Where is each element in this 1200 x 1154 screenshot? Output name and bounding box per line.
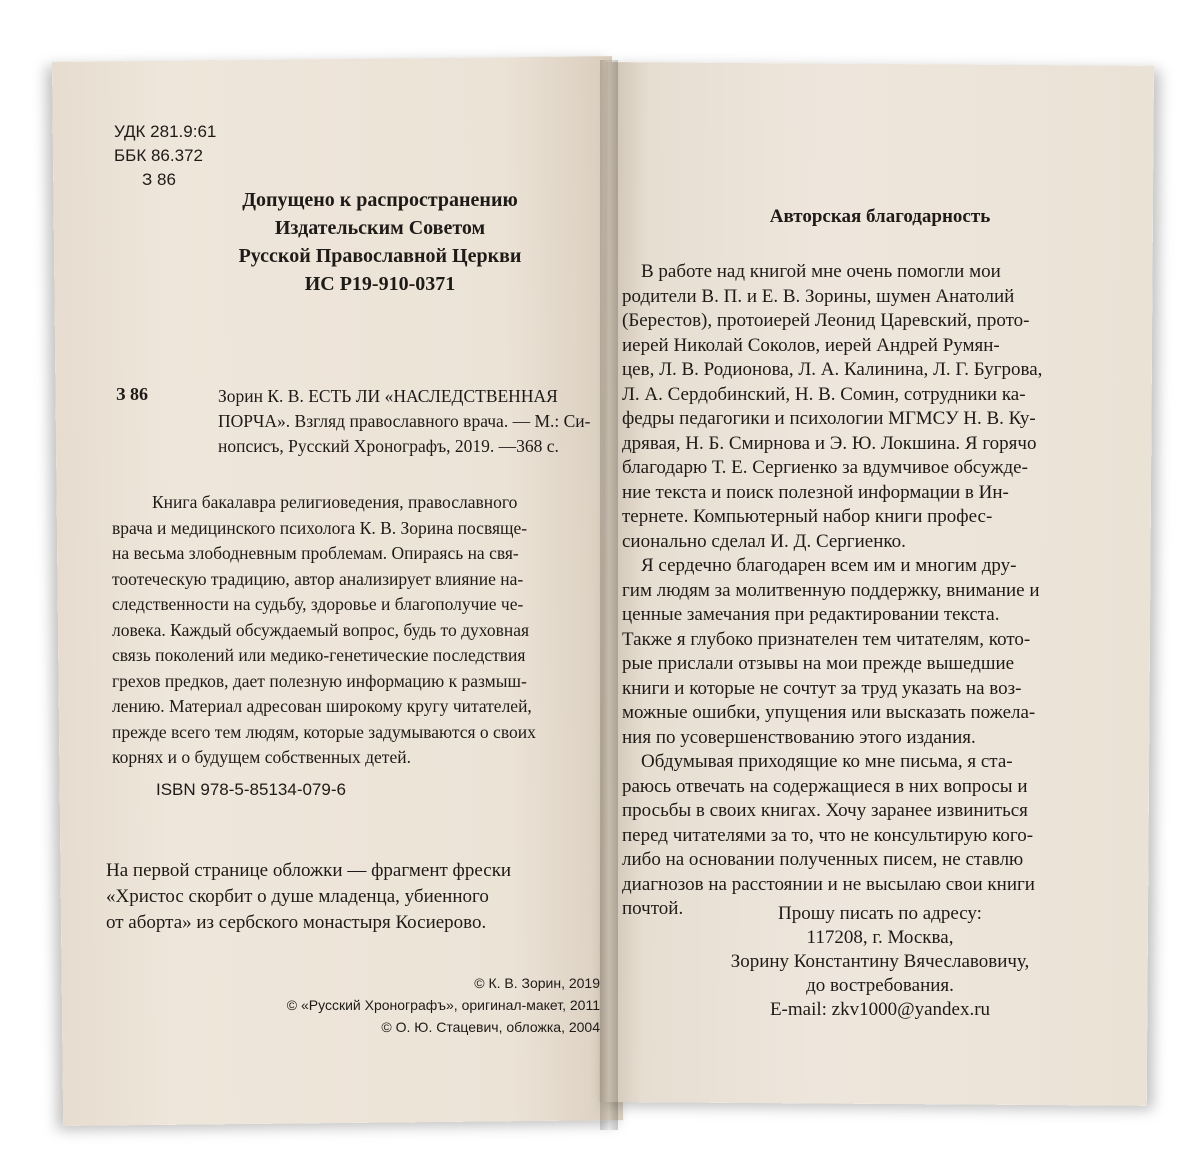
- acknowledgements-line: почтой.: [622, 898, 684, 919]
- bibliographic-record: [218, 384, 608, 459]
- approval-line: Русской Православной Церкви: [238, 245, 522, 267]
- acknowledgements-line: иерей Николай Соколов, иерей Андрей Румян-: [622, 334, 1000, 356]
- annotation-line: врача и медицинского психолога К. В. Зорина посвяще-: [112, 517, 528, 538]
- address-line: до востребования.: [806, 975, 954, 996]
- annotation-line: Книга бакалавра религиоведения, православного: [152, 492, 518, 512]
- annotation-line: на весьма злободневным проблемам. Опираясь на свя-: [112, 543, 519, 563]
- udk-line: УДК 281.9:61: [114, 122, 217, 141]
- acknowledgements-line: Я сердечно благодарен всем им и многим дру-: [622, 555, 1017, 576]
- bbk-line: ББК 86.372: [114, 146, 203, 165]
- acknowledgements-line: родители В. П. и Е. В. Зорины, шумен Анатолий: [622, 285, 1015, 307]
- acknowledgements-line: книги и которые не сочтут за труд указать на воз-: [622, 677, 1022, 699]
- acknowledgements-line: В работе над книгой мне очень помогли мои: [622, 261, 1001, 282]
- acknowledgements-line: ценные замечания при редактировании текста.: [622, 604, 1000, 625]
- acknowledgements-line: диагнозов на расстоянии и не высылаю свои книги: [622, 873, 1035, 895]
- bib-line: ПОРЧА». Взгляд православного врача. — М.: Си-: [218, 411, 591, 431]
- cover-note-line: «Христос скорбит о душе младенца, убиенного: [106, 886, 489, 907]
- acknowledgements-line: просьбы в своих книгах. Хочу заранее извиниться: [622, 800, 1028, 821]
- udk-block: [114, 120, 216, 192]
- acknowledgements-line: федры педагогики и психологии МГМСУ Н. В. Ку-: [622, 408, 1036, 429]
- acknowledgements-line: Л. А. Сердобинский, Н. В. Сомин, сотрудники ка-: [622, 383, 1026, 405]
- copyright-line: © К. В. Зорин, 2019: [474, 975, 600, 991]
- bib-line: нопсисъ, Русский Хронографъ, 2019. —368 с.: [218, 436, 559, 456]
- acknowledgements-title: Авторская благодарность: [769, 206, 991, 227]
- cover-note-line: На первой странице обложки — фрагмент фрески: [106, 860, 512, 881]
- copyright-block: [287, 972, 600, 1038]
- annotation-line: прежде всего тем людям, которые задумываются о своих: [112, 721, 536, 742]
- copyright-line: © О. Ю. Стацевич, обложка, 2004: [381, 1019, 600, 1035]
- address-line: 117208, г. Москва,: [806, 927, 954, 948]
- acknowledgements-line: благодарю Т. Е. Сергиенко за вдумчивое обсужде-: [622, 457, 1028, 478]
- annotation-line: корнях и о будущем собственных детей.: [112, 747, 411, 767]
- copyright-line: © «Русский Хронографъ», оригинал-макет, 2011: [286, 997, 600, 1013]
- acknowledgements-line: перед читателями за то, что не консультирую кого-: [622, 824, 1034, 846]
- address-line: Прошу писать по адресу:: [778, 903, 982, 924]
- catalog-code: З 86: [116, 384, 149, 404]
- annotation-line: грехов предков, дает полезную информацию к размыш-: [112, 670, 527, 691]
- acknowledgements-line: можные ошибки, упущения или высказать пожела-: [622, 702, 1036, 723]
- approval-block: [190, 186, 570, 298]
- annotation-line: ловека. Каждый обсуждаемый вопрос, будь то духовная: [112, 619, 530, 640]
- annotation: [112, 490, 604, 771]
- acknowledgements-line: Обдумывая приходящие ко мне письма, я ста-: [622, 751, 1013, 772]
- cover-note-line: от аборта» из сербского монастыря Косиерово.: [106, 912, 487, 933]
- acknowledgements-line: (Берестов), протоиерей Леонид Царевский, прото-: [622, 310, 1030, 331]
- acknowledgements-line: раюсь отвечать на содержащиеся в них вопросы и: [622, 775, 1028, 797]
- acknowledgements-line: сионально сделал И. Д. Сергиенко.: [622, 530, 906, 552]
- acknowledgements-line: цев, Л. В. Родионова, Л. А. Калинина, Л. Г. Бугрова,: [622, 359, 1043, 380]
- acknowledgements-line: гим людям за молитвенную поддержку, внимание и: [622, 579, 1040, 601]
- annotation-line: лению. Материал адресован широкому кругу читателей,: [112, 696, 532, 716]
- approval-line: Издательским Советом: [274, 217, 486, 239]
- acknowledgements-line: либо на основании полученных писем, не ставлю: [622, 849, 1024, 870]
- acknowledgements-line: ния по усовершенствованию этого издания.: [622, 726, 976, 748]
- acknowledgements-line: тернете. Компьютерный набор книги профес-: [622, 506, 993, 527]
- approval-line: Допущено к распространению: [242, 189, 518, 211]
- isbn: ISBN 978-5-85134-079-6: [156, 780, 346, 799]
- acknowledgements-line: Также я глубоко признателен тем читателям, кото-: [622, 628, 1031, 650]
- annotation-line: следственности на судьбу, здоровье и благополучие че-: [112, 594, 524, 614]
- email-line: E-mail: zkv1000@yandex.ru: [769, 999, 991, 1020]
- annotation-line: тоотеческую традицию, автор анализирует влияние на-: [112, 568, 524, 589]
- acknowledgements-line: ние текста и поиск полезной информации в Ин-: [622, 481, 1009, 503]
- approval-number: ИС Р19-910-0371: [304, 273, 456, 295]
- bib-line: Зорин К. В. ЕСТЬ ЛИ «НАСЛЕДСТВЕННАЯ: [218, 386, 558, 406]
- address-line: Зорину Константину Вячеславовичу,: [730, 951, 1030, 972]
- address-block: [690, 902, 1070, 1022]
- acknowledgements-body: [622, 260, 1108, 922]
- cover-note: [106, 858, 604, 936]
- acknowledgements-line: дрявая, Н. Б. Смирнова и Э. Ю. Локшина. Я горячо: [622, 432, 1037, 454]
- annotation-line: связь поколений или медико-генетические последствия: [112, 645, 526, 665]
- acknowledgements-line: рые прислали отзывы на мои прежде вышедшие: [622, 653, 1015, 674]
- author-sign-line: З 86: [142, 170, 176, 189]
